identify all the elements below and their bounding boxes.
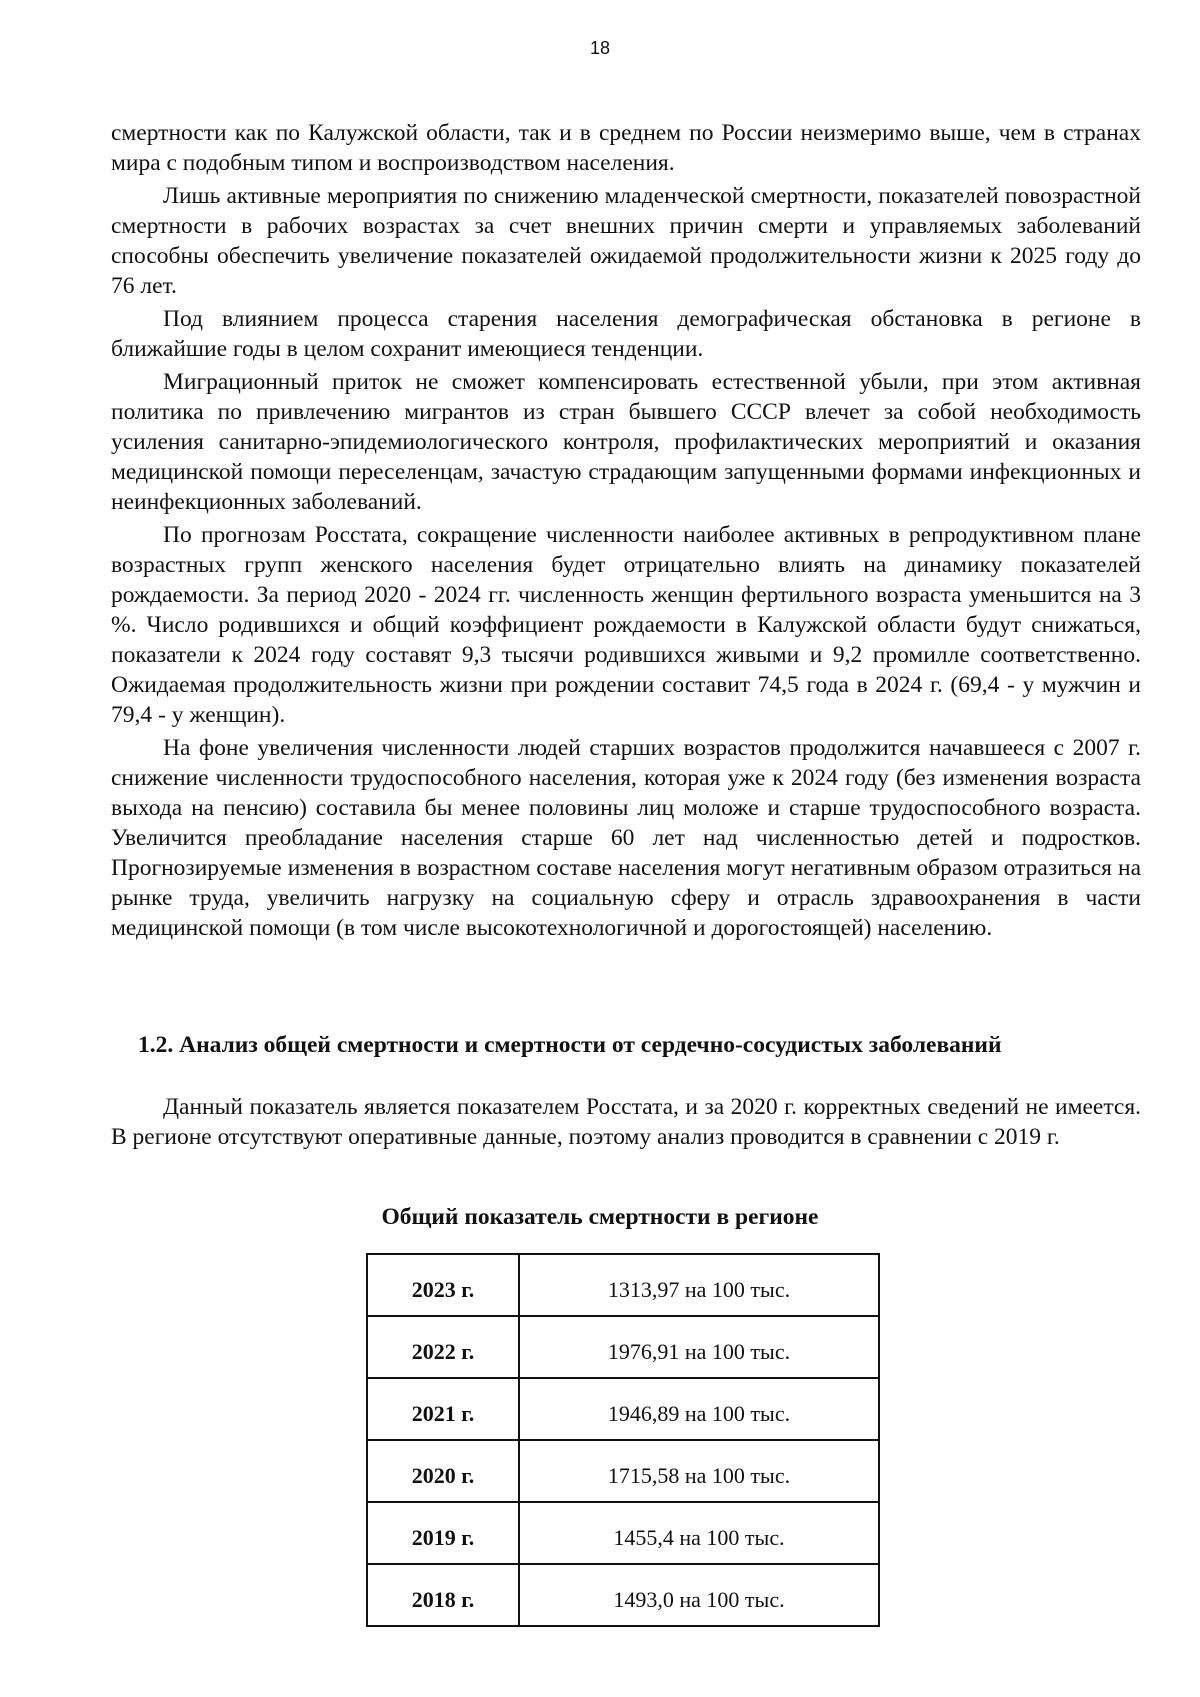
table-row [367,1316,879,1378]
value-cell: 1946,89 на 100 тыс. [519,1378,879,1440]
paragraph: Под влиянием процесса старения населения демографическая обстановка в регионе в ближайшие годы в целом сохранит имеющиеся тенденции. [111,306,1141,362]
paragraph: По прогнозам Росстата, сокращение численности наиболее активных в репродуктивном плане возрастных групп женского населения будет отрицательно влиять на динамику показателей рождаемости. За период 2020 - 2024 гг. численность женщин фертильного возраста уменьшится на 3 %. Число родившихся и общий коэффициент рождаемости в Калужской области будут снижаться, показатели к 2024 году составят 9,3 тысячи родившихся живыми и 9,2 промилле соответственно. Ожидаемая продолжительность жизни при рождении составит 74,5 года в 2024 г. (69,4 - у мужчин и 79,4 - у женщин). [111,522,1141,728]
table-row [367,1378,879,1440]
paragraph: смертности как по Калужской области, так и в среднем по России неизмеримо выше, чем в странах мира с подобным типом и воспроизводством населения. [111,120,1141,176]
value-cell: 1493,0 на 100 тыс. [519,1564,879,1626]
section-heading: 1.2. Анализ общей смертности и смертности от сердечно-сосудистых заболеваний [138,1032,1002,1058]
year-cell: 2022 г. [367,1316,519,1378]
year-cell: 2020 г. [367,1440,519,1502]
paragraph: Данный показатель является показателем Росстата, и за 2020 г. корректных сведений не имеется. В регионе отсутствуют оперативные данные, поэтому анализ проводится в сравнении с 2019 г. [111,1094,1141,1150]
value-cell: 1455,4 на 100 тыс. [519,1502,879,1564]
year-cell: 2018 г. [367,1564,519,1626]
year-cell: 2023 г. [367,1254,519,1316]
value-cell: 1715,58 на 100 тыс. [519,1440,879,1502]
value-cell: 1976,91 на 100 тыс. [519,1316,879,1378]
paragraph: Миграционный приток не сможет компенсировать естественной убыли, при этом активная политика по привлечению мигрантов из стран бывшего СССР влечет за собой необходимость усиления санитарно-эпидемиологического контроля, профилактических мероприятий и оказания медицинской помощи переселенцам, зачастую страдающим запущенными формами инфекционных и неинфекционных заболеваний. [111,369,1141,515]
table-title: Общий показатель смертности в регионе [381,1204,819,1230]
table-row [367,1564,879,1626]
table-row [367,1254,879,1316]
mortality-table [366,1253,880,1627]
section-intro [111,1092,1141,1152]
page-number: 18 [589,38,611,58]
paragraph: На фоне увеличения численности людей старших возрастов продолжится начавшееся с 2007 г. снижение численности трудоспособного населения, которая уже к 2024 году (без изменения возраста выхода на пенсию) составила бы менее половины лиц моложе и старше трудоспособного возраста. Увеличится преобладание населения старше 60 лет над численностью детей и подростков. Прогнозируемые изменения в возрастном составе населения могут негативным образом отразиться на рынке труда, увеличить нагрузку на социальную сферу и отрасль здравоохранения в части медицинской помощи (в том числе высокотехнологичной и дорогостоящей) населению. [111,735,1141,941]
table-row [367,1502,879,1564]
paragraph: Лишь активные мероприятия по снижению младенческой смертности, показателей повозрастной смертности в рабочих возрастах за счет внешних причин смерти и управляемых заболеваний способны обеспечить увеличение показателей ожидаемой продолжительности жизни к 2025 году до 76 лет. [111,183,1141,299]
table-row [367,1440,879,1502]
body-text [111,118,1141,946]
value-cell: 1313,97 на 100 тыс. [519,1254,879,1316]
year-cell: 2019 г. [367,1502,519,1564]
year-cell: 2021 г. [367,1378,519,1440]
